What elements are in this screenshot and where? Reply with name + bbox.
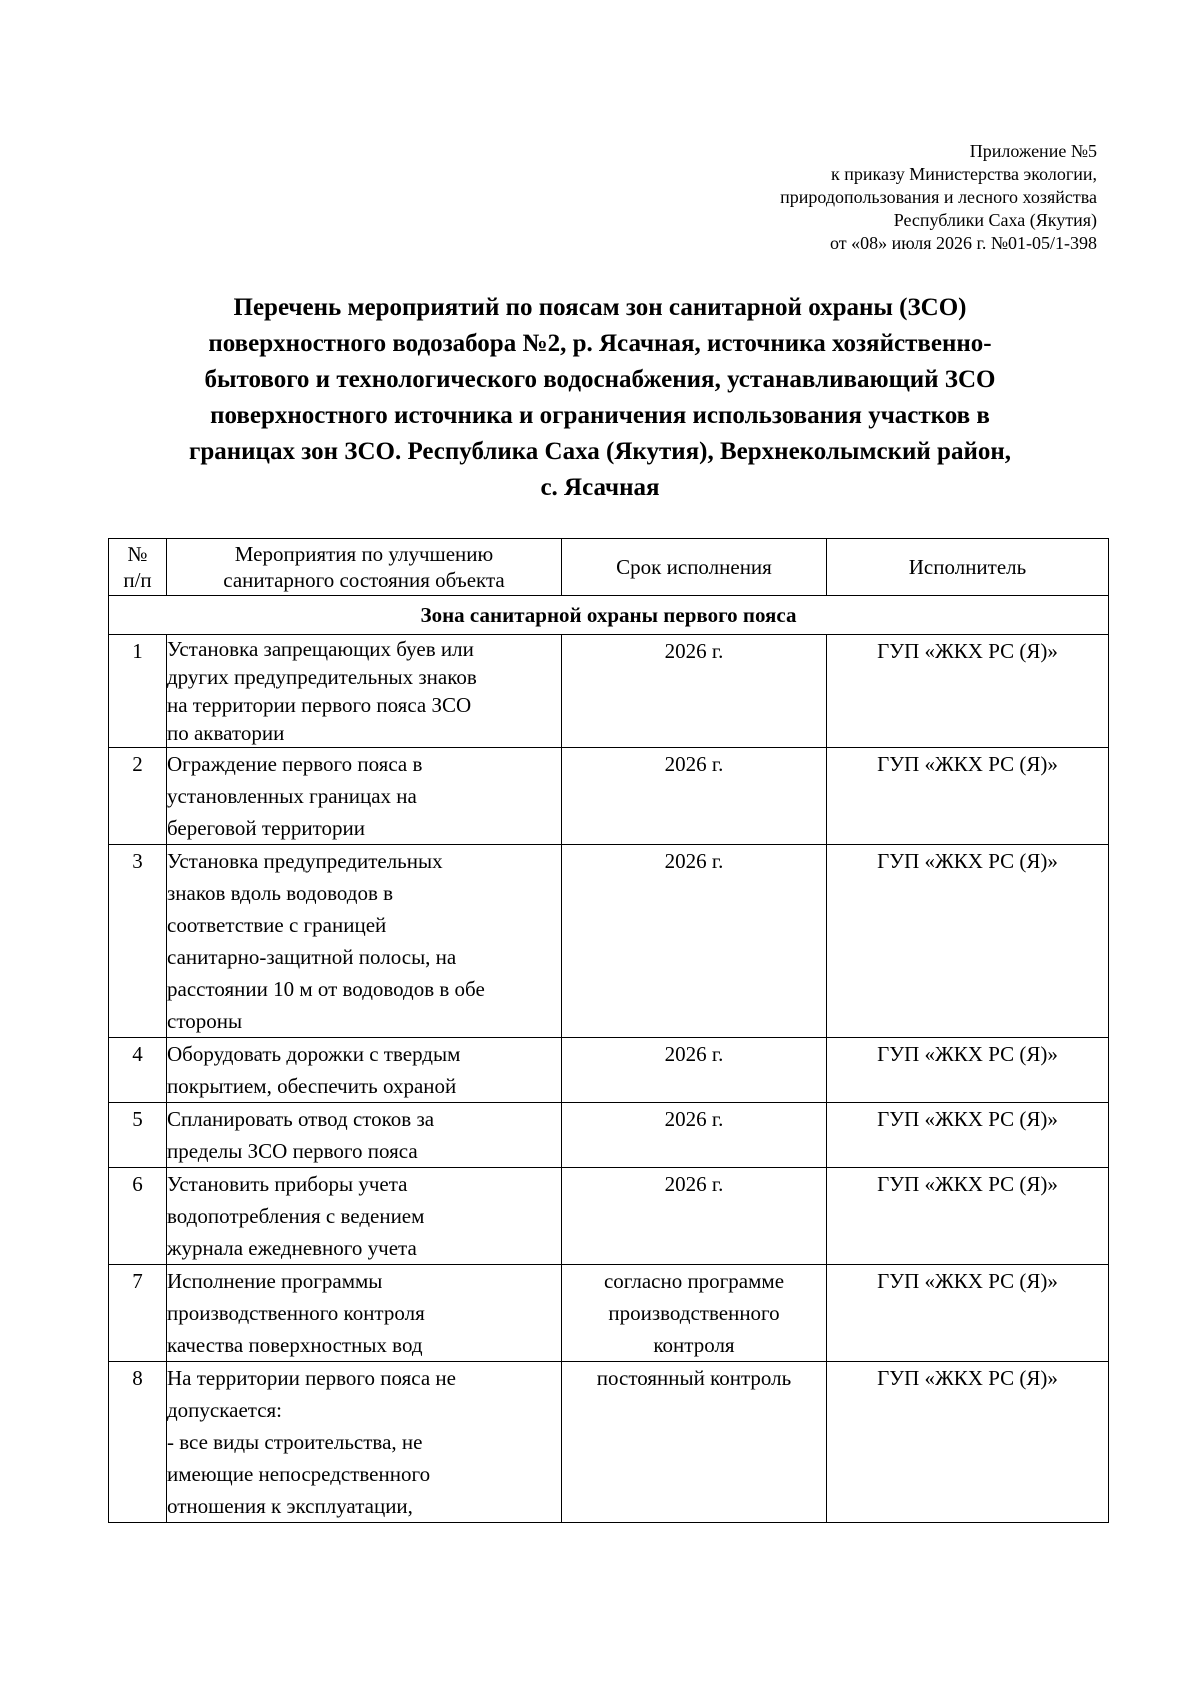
measure-cell [167, 1265, 562, 1362]
measure-cell [167, 1038, 562, 1103]
table-row [109, 635, 1109, 748]
row-number: 7 [109, 1265, 167, 1362]
measure-cell [167, 635, 562, 748]
measures-table [108, 538, 1109, 1523]
executor-cell: ГУП «ЖКХ РС (Я)» [827, 1265, 1109, 1362]
deadline-line: 2026 г. [664, 639, 724, 663]
measure-line: Установка предупредительных [167, 849, 443, 873]
measure-line: береговой территории [167, 816, 366, 840]
row-number: 3 [109, 845, 167, 1038]
header-num-line: № [127, 542, 148, 566]
measure-line: Установить приборы учета [167, 1172, 408, 1196]
title-line: бытового и технологического водоснабжения, устанавливающий ЗСО [204, 366, 996, 393]
measure-line: по акватории [167, 721, 285, 745]
approval-block [780, 140, 1097, 255]
measure-line: пределы ЗСО первого пояса [167, 1139, 418, 1163]
measure-line: журнала ежедневного учета [167, 1236, 417, 1260]
title-line: поверхностного источника и ограничения использования участков в [210, 402, 990, 429]
measure-line: соответствие с границей [167, 913, 387, 937]
deadline-line: 2026 г. [664, 1107, 724, 1131]
document-title [130, 290, 1070, 506]
title-line: Перечень мероприятий по поясам зон санитарной охраны (ЗСО) [233, 294, 967, 321]
title-line: с. Ясачная [540, 474, 660, 501]
executor-cell: ГУП «ЖКХ РС (Я)» [827, 1103, 1109, 1168]
deadline-line: 2026 г. [664, 849, 724, 873]
row-number: 2 [109, 748, 167, 845]
measure-line: имеющие непосредственного [167, 1462, 431, 1486]
deadline-line: согласно программе [603, 1269, 785, 1293]
header-measure-line: санитарного состояния объекта [223, 568, 505, 592]
measure-line: водопотребления с ведением [167, 1204, 425, 1228]
row-number: 4 [109, 1038, 167, 1103]
table-row [109, 1265, 1109, 1362]
table-row [109, 1103, 1109, 1168]
measure-line: Оборудовать дорожки с твердым [167, 1042, 461, 1066]
measure-line: санитарно-защитной полосы, на [167, 945, 457, 969]
deadline-line: постоянный контроль [596, 1366, 792, 1390]
measure-line: других предупредительных знаков [167, 665, 477, 689]
executor-cell: ГУП «ЖКХ РС (Я)» [827, 1362, 1109, 1523]
deadline-cell [562, 1103, 827, 1168]
header-num [109, 539, 167, 596]
measure-cell [167, 1362, 562, 1523]
measure-line: знаков вдоль водоводов в [167, 881, 394, 905]
measure-line: на территории первого пояса ЗСО [167, 693, 472, 717]
zone-title: Зона санитарной охраны первого пояса [109, 596, 1109, 635]
measure-line: расстоянии 10 м от водоводов в обе [167, 977, 485, 1001]
table-row [109, 1168, 1109, 1265]
deadline-line: производственного [608, 1301, 780, 1325]
header-measure-line: Мероприятия по улучшению [234, 542, 494, 566]
measure-cell [167, 748, 562, 845]
measure-line: установленных границах на [167, 784, 417, 808]
measure-line: качества поверхностных вод [167, 1333, 423, 1357]
measure-line: Установка запрещающих буев или [167, 637, 474, 661]
deadline-cell [562, 1265, 827, 1362]
measure-line: Спланировать отвод стоков за [167, 1107, 435, 1131]
approval-line: от «08» июля 2026 г. №01-05/1-398 [829, 233, 1097, 253]
measure-line: отношения к эксплуатации, [167, 1494, 413, 1518]
header-executor: Исполнитель [827, 539, 1109, 596]
approval-line: к приказу Министерства экологии, [830, 164, 1097, 184]
measure-cell [167, 1103, 562, 1168]
deadline-cell [562, 845, 827, 1038]
deadline-cell [562, 1362, 827, 1523]
measure-line: - все виды строительства, не [167, 1430, 423, 1454]
row-number: 1 [109, 635, 167, 748]
header-measure [167, 539, 562, 596]
table-header-row [109, 539, 1109, 596]
measure-line: Исполнение программы [167, 1269, 383, 1293]
deadline-cell [562, 748, 827, 845]
deadline-line: контроля [653, 1333, 735, 1357]
title-line: поверхностного водозабора №2, р. Ясачная, источника хозяйственно- [208, 330, 992, 357]
approval-line: Приложение №5 [969, 141, 1097, 161]
deadline-cell [562, 635, 827, 748]
deadline-cell [562, 1038, 827, 1103]
executor-cell: ГУП «ЖКХ РС (Я)» [827, 1168, 1109, 1265]
table-row [109, 748, 1109, 845]
measure-line: допускается: [167, 1398, 283, 1422]
header-num-line: п/п [123, 568, 152, 592]
measure-line: стороны [167, 1009, 243, 1033]
measure-line: Ограждение первого пояса в [167, 752, 423, 776]
executor-cell: ГУП «ЖКХ РС (Я)» [827, 1038, 1109, 1103]
table-row [109, 1038, 1109, 1103]
measure-line: покрытием, обеспечить охраной [167, 1074, 457, 1098]
deadline-cell [562, 1168, 827, 1265]
executor-cell: ГУП «ЖКХ РС (Я)» [827, 748, 1109, 845]
row-number: 6 [109, 1168, 167, 1265]
table-row [109, 1362, 1109, 1523]
header-deadline: Срок исполнения [562, 539, 827, 596]
measure-cell [167, 1168, 562, 1265]
deadline-line: 2026 г. [664, 1042, 724, 1066]
measure-line: На территории первого пояса не [167, 1366, 456, 1390]
approval-line: Республики Саха (Якутия) [893, 210, 1097, 230]
executor-cell: ГУП «ЖКХ РС (Я)» [827, 635, 1109, 748]
zone-row [109, 596, 1109, 635]
measure-cell [167, 845, 562, 1038]
measure-line: производственного контроля [167, 1301, 425, 1325]
deadline-line: 2026 г. [664, 752, 724, 776]
table-row [109, 845, 1109, 1038]
row-number: 8 [109, 1362, 167, 1523]
executor-cell: ГУП «ЖКХ РС (Я)» [827, 845, 1109, 1038]
deadline-line: 2026 г. [664, 1172, 724, 1196]
title-line: границах зон ЗСО. Республика Саха (Якутия), Верхнеколымский район, [188, 438, 1012, 465]
approval-line: природопользования и лесного хозяйства [780, 187, 1097, 207]
row-number: 5 [109, 1103, 167, 1168]
